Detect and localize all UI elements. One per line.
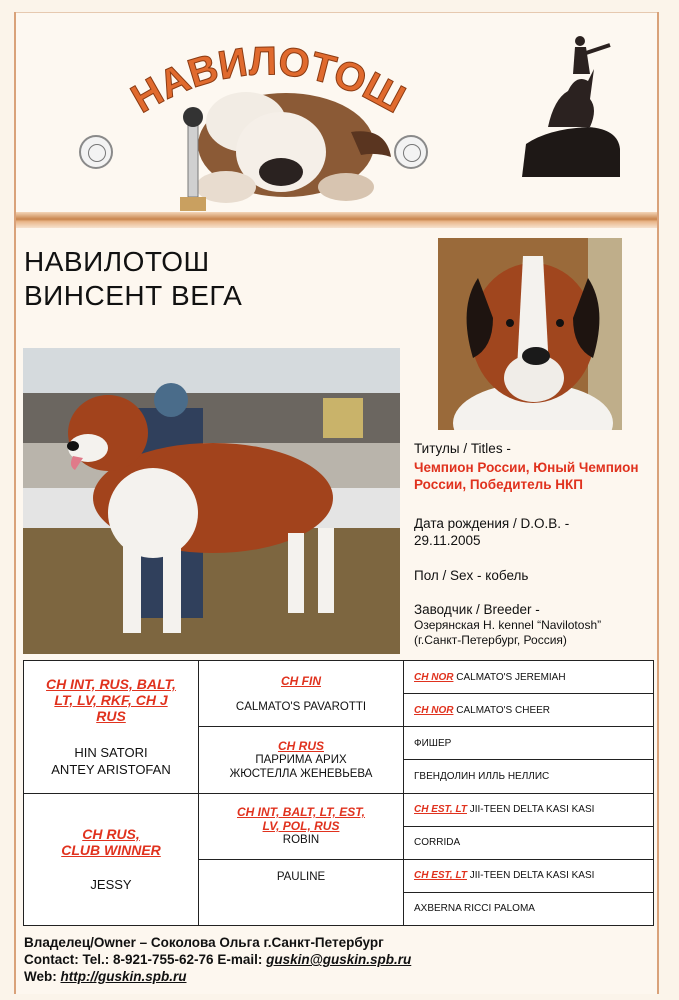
contact-line: Contact: Tel.: 8-921-755-62-76 E-mail: guskin@guskin.spb.ru (24, 952, 412, 967)
pedigree-table (23, 660, 654, 926)
header (16, 12, 657, 213)
dob-block (414, 515, 569, 549)
dam-title-line2: CLUB WINNER (61, 841, 161, 858)
gp4-name: PAULINE (276, 870, 326, 883)
gp2-title: CH RUS (277, 738, 324, 753)
fci-seal-icon (394, 135, 428, 169)
ggp-cell-8: AXBERNA RICCI PALOMA (404, 892, 654, 925)
sire-title-line1: CH INT, RUS, BALT, (46, 675, 176, 692)
dam-cell (24, 793, 199, 926)
breeder-label: Заводчик / Breeder - (414, 602, 540, 617)
breeder-line2: (г.Санкт-Петербург, Россия) (414, 633, 567, 647)
dog-name-line1: НАВИЛОТОШ (24, 246, 210, 277)
logo-text: НАВИЛОТОШ (124, 39, 413, 122)
ggp-cell-4: ГВЕНДОЛИН ИЛЛЬ НЕЛЛИС (404, 760, 654, 793)
ggp-cell-6: CORRIDA (404, 826, 654, 859)
footer (24, 934, 411, 985)
grandparent-cell-1 (199, 661, 404, 727)
email-link[interactable]: guskin@guskin.spb.ru (266, 952, 412, 967)
breeder-line1: Озерянская Н. kennel “Navilotosh” (414, 618, 602, 632)
sex-line: Пол / Sex - кобель (414, 568, 529, 583)
gp3-title-line2: LV, POL, RUS (262, 819, 340, 834)
kennel-logo (76, 27, 456, 217)
sire-cell (24, 661, 199, 794)
ggp-cell-7: CH EST, LT JII-TEEN DELTA KASI KASI (404, 859, 654, 892)
grandparent-cell-2 (199, 727, 404, 793)
titles-value-line1: Чемпион России, Юный Чемпион (414, 460, 639, 475)
header-divider (16, 212, 657, 228)
dog-name (24, 245, 242, 313)
titles-label: Титулы / Titles - (414, 441, 511, 456)
ggp-cell-3: ФИШЕР (404, 727, 654, 760)
bronze-horseman-icon (518, 29, 626, 179)
sire-title-line2: LT, LV, RKF, CH J (54, 691, 168, 708)
club-seal-icon (79, 135, 113, 169)
dog-portrait-photo (438, 238, 622, 430)
grandparent-cell-3 (199, 793, 404, 859)
dog-standing-photo (23, 348, 400, 654)
dob-label: Дата рождения / D.O.B. - (414, 516, 570, 531)
ggp-cell-1: CH NOR CALMATO'S JEREMIAH (404, 661, 654, 694)
gp2-name-line1: ПАРРИМА АРИХ (255, 753, 347, 766)
gp1-name: CALMATO'S PAVAROTTI (235, 700, 367, 713)
grandparent-cell-4 (199, 859, 404, 925)
dam-title-line1: CH RUS, (82, 825, 140, 842)
gp2-name-line2: ЖЮСТЕЛЛА ЖЕНЕВЬЕВА (229, 767, 373, 780)
web-link[interactable]: http://guskin.spb.ru (60, 969, 187, 984)
sire-name-line2: ANTEY ARISTOFAN (51, 761, 171, 777)
ggp-cell-2: CH NOR CALMATO'S CHEER (404, 694, 654, 727)
sire-title-line3: RUS (96, 707, 126, 724)
titles-value-line2: России, Победитель НКП (414, 477, 583, 492)
gp3-name: ROBIN (282, 834, 320, 847)
gp1-title: CH FIN (281, 673, 321, 688)
breeder-block (414, 601, 601, 648)
dob-value: 29.11.2005 (414, 533, 481, 548)
web-line: Web: http://guskin.spb.ru (24, 969, 187, 984)
dog-name-line2: ВИНСЕНТ ВЕГА (24, 280, 243, 311)
dam-name: JESSY (90, 876, 132, 892)
ggp-cell-5: CH EST, LT JII-TEEN DELTA KASI KASI (404, 793, 654, 826)
gp3-title-line1: CH INT, BALT, LT, EST, (237, 805, 365, 820)
table-row (24, 793, 654, 826)
table-row (24, 661, 654, 694)
titles-block (414, 440, 639, 493)
sire-name-line1: HIN SATORI (74, 744, 148, 760)
owner-line: Владелец/Owner – Соколова Ольга г.Санкт-Петербург (24, 935, 384, 950)
